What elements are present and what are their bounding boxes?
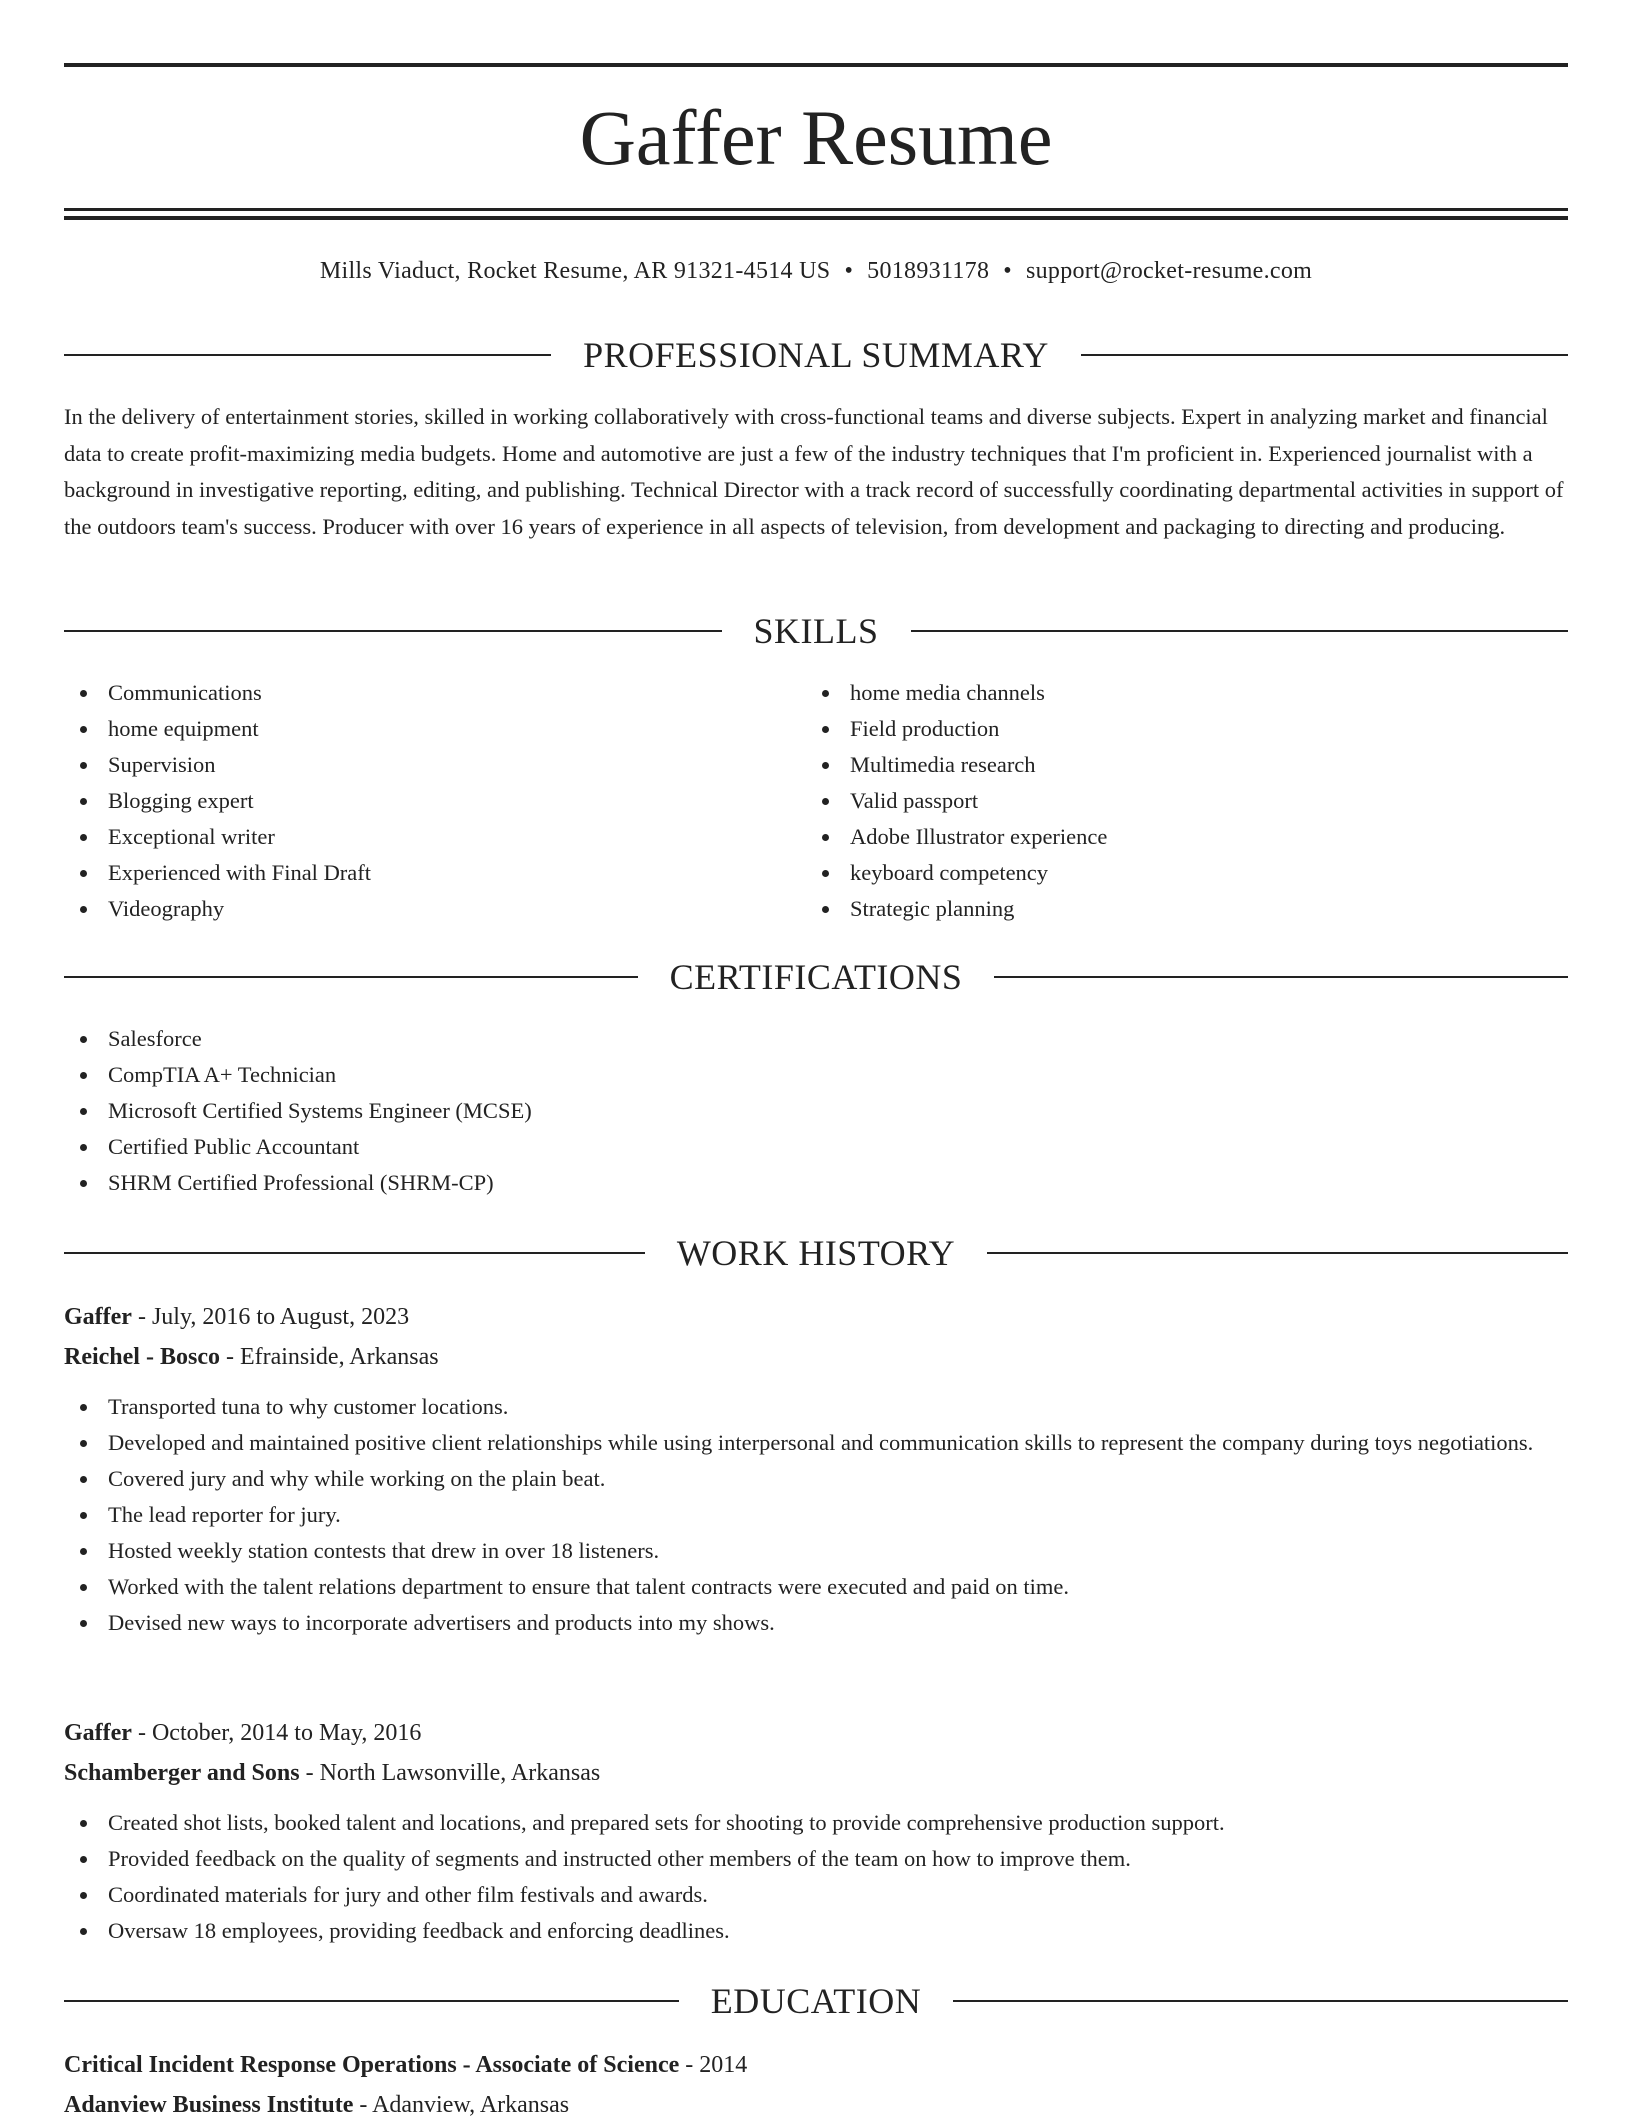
skill-item: Multimedia research xyxy=(806,747,1566,783)
job-bullet: Created shot lists, booked talent and locations, and prepared sets for shooting to provide comprehensive production support. xyxy=(64,1805,1568,1841)
section-rule xyxy=(911,630,1569,632)
education-school: Adanview Business Institute xyxy=(64,2092,354,2118)
job-bullet: The lead reporter for jury. xyxy=(64,1497,1568,1533)
section-header-education xyxy=(64,1979,1568,2023)
skill-item: Strategic planning xyxy=(806,891,1566,927)
section-rule xyxy=(994,976,1568,978)
job-title: Gaffer xyxy=(64,1304,132,1330)
job-company-row xyxy=(64,1337,1568,1377)
section-rule xyxy=(1081,354,1568,356)
summary-text: In the delivery of entertainment stories, skilled in working collaboratively with cross-functional teams and diverse subjects. Expert in analyzing market and financial data to create profit-maximizing media budgets. Home and automotive are just a few of the industry techniques that I'm proficient in. Experienced journalist with a background in investigative reporting, editing, and publishing. Technical Director with a track record of successfully coordinating departmental activities in support of the outdoors team's success. Producer with over 16 years of experience in all aspects of television, from development and packaging to directing and producing. xyxy=(64,404,1564,539)
certification-item: CompTIA A+ Technician xyxy=(64,1057,1568,1093)
job-bullets xyxy=(64,1389,1568,1641)
resume-title: Gaffer Resume xyxy=(579,94,1053,181)
skill-item: Field production xyxy=(806,711,1566,747)
job-company: Reichel - Bosco xyxy=(64,1344,220,1370)
certification-item: Salesforce xyxy=(64,1021,1568,1057)
education-school-row xyxy=(64,2085,1568,2125)
skill-item: Experienced with Final Draft xyxy=(64,855,804,891)
section-title: EDUCATION xyxy=(710,1981,922,2021)
skills-list-left xyxy=(64,675,804,927)
education-year: - 2014 xyxy=(679,2052,748,2078)
job-bullet: Hosted weekly station contests that drew in over 18 listeners. xyxy=(64,1533,1568,1569)
section-rule xyxy=(64,2000,679,2002)
section-header-work-history xyxy=(64,1231,1568,1275)
job-bullet: Transported tuna to why customer locations. xyxy=(64,1389,1568,1425)
job-location: - North Lawsonville, Arkansas xyxy=(299,1760,601,1786)
job-dates: - October, 2014 to May, 2016 xyxy=(131,1720,422,1746)
title-rule-upper xyxy=(64,208,1568,211)
section-rule xyxy=(987,1252,1568,1254)
certifications-list xyxy=(64,1021,1568,1201)
job-entry xyxy=(64,1297,1568,1641)
skill-item: home media channels xyxy=(806,675,1566,711)
section-rule xyxy=(64,976,638,978)
skill-item: Supervision xyxy=(64,747,804,783)
section-header-certifications xyxy=(64,955,1568,999)
job-bullet: Devised new ways to incorporate advertisers and products into my shows. xyxy=(64,1605,1568,1641)
job-bullet: Developed and maintained positive client relationships while using interpersonal and communication skills to represent the company during toys negotiations. xyxy=(64,1425,1568,1461)
skill-item: Exceptional writer xyxy=(64,819,804,855)
contact-email: support@rocket-resume.com xyxy=(1025,258,1313,284)
title-rule-lower xyxy=(64,216,1568,220)
section-rule xyxy=(64,354,551,356)
job-company: Schamberger and Sons xyxy=(64,1760,300,1786)
certification-item: Microsoft Certified Systems Engineer (MCSE) xyxy=(64,1093,1568,1129)
section-rule xyxy=(953,2000,1568,2002)
job-title: Gaffer xyxy=(64,1720,132,1746)
education-location: - Adanview, Arkansas xyxy=(353,2092,570,2118)
job-bullet: Covered jury and why while working on the plain beat. xyxy=(64,1461,1568,1497)
section-title: WORK HISTORY xyxy=(676,1233,956,1273)
section-header-skills xyxy=(64,609,1568,653)
contact-address: Mills Viaduct, Rocket Resume, AR 91321-4514 US xyxy=(319,258,831,284)
job-bullets xyxy=(64,1805,1568,1949)
education-degree: Critical Incident Response Operations - Associate of Science xyxy=(64,2052,680,2078)
skill-item: Valid passport xyxy=(806,783,1566,819)
skill-item: Videography xyxy=(64,891,804,927)
job-company-row xyxy=(64,1753,1568,1793)
job-bullet: Oversaw 18 employees, providing feedback and enforcing deadlines. xyxy=(64,1913,1568,1949)
contact-line xyxy=(64,254,1568,288)
skill-item: keyboard competency xyxy=(806,855,1566,891)
job-bullet: Provided feedback on the quality of segments and instructed other members of the team on how to improve them. xyxy=(64,1841,1568,1877)
skill-item: Communications xyxy=(64,675,804,711)
skill-item: Adobe Illustrator experience xyxy=(806,819,1566,855)
skill-item: Blogging expert xyxy=(64,783,804,819)
skill-item: home equipment xyxy=(64,711,804,747)
contact-phone: 5018931178 xyxy=(867,258,990,284)
job-bullet: Coordinated materials for jury and other film festivals and awards. xyxy=(64,1877,1568,1913)
job-entry xyxy=(64,1713,1568,1949)
skills-list-right xyxy=(806,675,1566,927)
job-bullet: Worked with the talent relations department to ensure that talent contracts were executed and paid on time. xyxy=(64,1569,1568,1605)
section-title: CERTIFICATIONS xyxy=(669,957,963,997)
section-rule xyxy=(64,630,722,632)
contact-separator: • xyxy=(1003,258,1012,284)
job-title-row xyxy=(64,1297,1568,1337)
certification-item: Certified Public Accountant xyxy=(64,1129,1568,1165)
contact-separator: • xyxy=(844,258,854,284)
job-location: - Efrainside, Arkansas xyxy=(219,1344,439,1370)
top-rule xyxy=(64,63,1568,67)
education-entry xyxy=(64,2045,1568,2125)
section-title: PROFESSIONAL SUMMARY xyxy=(583,335,1049,375)
section-title: SKILLS xyxy=(753,611,879,651)
education-degree-row xyxy=(64,2045,1568,2085)
job-dates: - July, 2016 to August, 2023 xyxy=(131,1304,410,1330)
job-title-row xyxy=(64,1713,1568,1753)
section-rule xyxy=(64,1252,645,1254)
certification-item: SHRM Certified Professional (SHRM-CP) xyxy=(64,1165,1568,1201)
section-header-summary xyxy=(64,333,1568,377)
